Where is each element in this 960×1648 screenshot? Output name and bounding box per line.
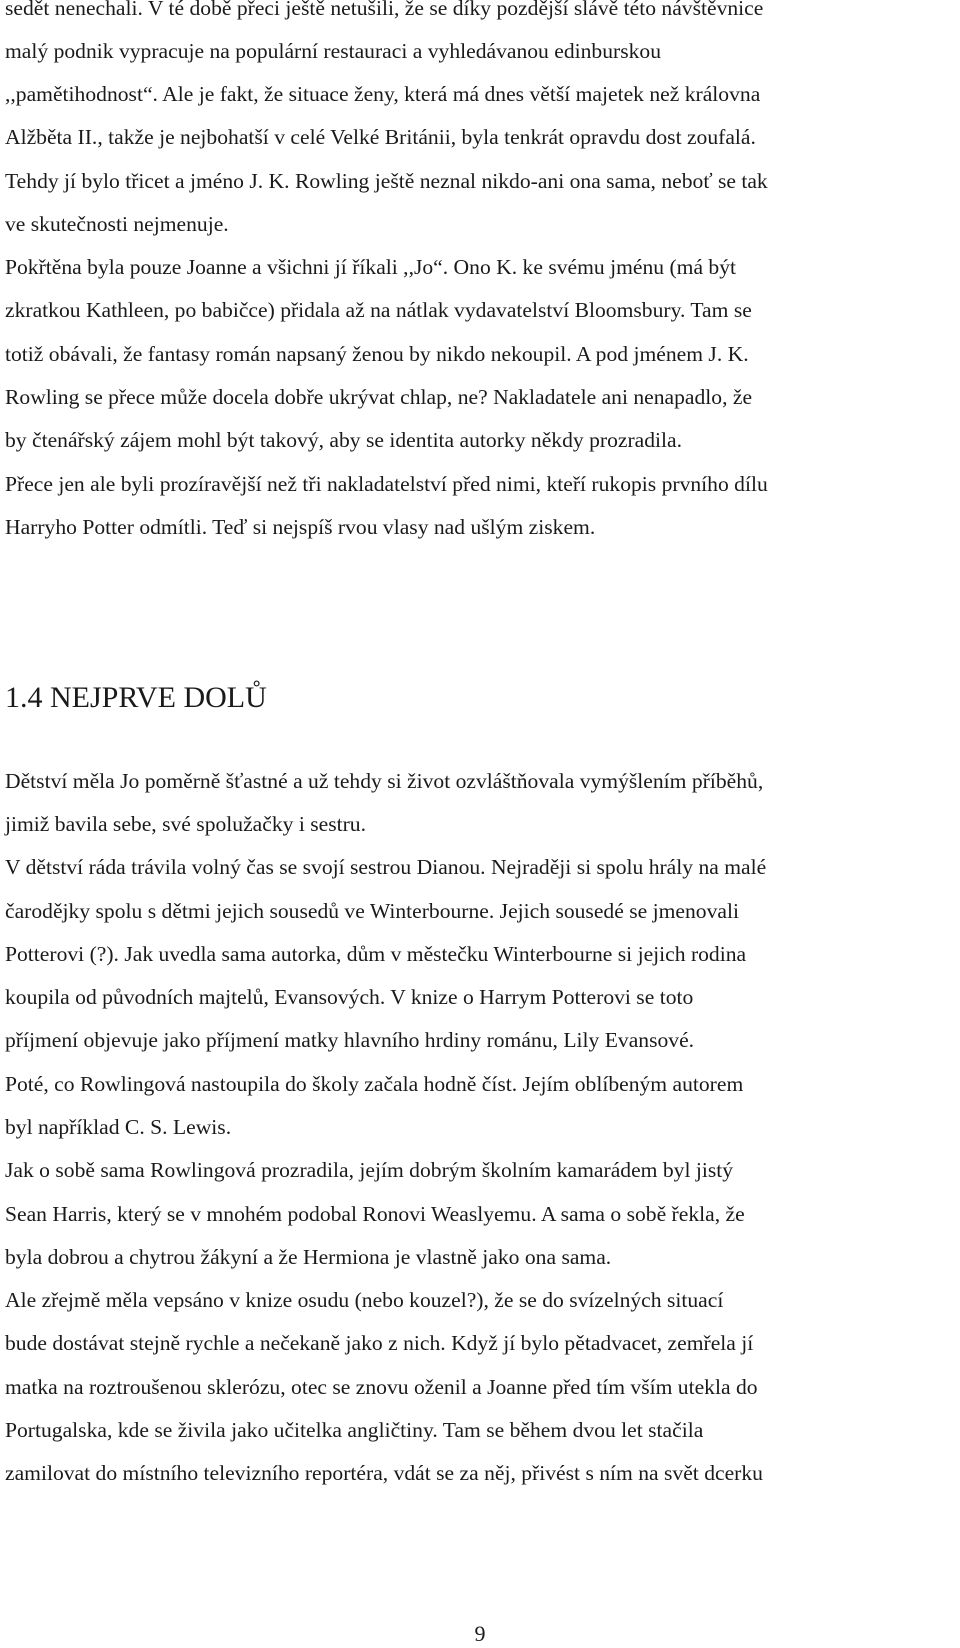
paragraph-line: koupila od původních majtelů, Evansových. V knize o Harrym Potterovi se toto <box>5 985 694 1009</box>
paragraph-line: totiž obávali, že fantasy román napsaný ženou by nikdo nekoupil. A pod jménem J. K. <box>5 342 749 366</box>
section-heading: 1.4 NEJPRVE DOLŮ <box>5 681 267 714</box>
paragraph-line: sedět nenechali. V té době přeci ještě netušili, že se díky pozdější slávě této návštěvnice <box>5 0 764 20</box>
paragraph-line: Alžběta II., takže je nejbohatší v celé Velké Británii, byla tenkrát opravdu dost zoufalá. <box>5 125 756 149</box>
paragraph-line: ve skutečnosti nejmenuje. <box>5 212 229 236</box>
paragraph-line: Harryho Potter odmítli. Teď si nejspíš rvou vlasy nad ušlým ziskem. <box>5 515 596 539</box>
paragraph-line: by čtenářský zájem mohl být takový, aby se identita autorky někdy prozradila. <box>5 428 682 452</box>
paragraph-line: příjmení objevuje jako příjmení matky hlavního hrdiny románu, Lily Evansové. <box>5 1028 695 1052</box>
paragraph-line: byl například C. S. Lewis. <box>5 1115 232 1139</box>
paragraph-line: Portugalska, kde se živila jako učitelka angličtiny. Tam se během dvou let stačila <box>5 1418 704 1442</box>
page-number: 9 <box>474 1621 486 1646</box>
paragraph-line: Pokřtěna byla pouze Joanne a všichni jí říkali ,,Jo“. Ono K. ke svému jménu (má být <box>5 255 737 279</box>
paragraph-line: Sean Harris, který se v mnohém podobal Ronovi Weaslyemu. A sama o sobě řekla, že <box>5 1202 745 1226</box>
paragraph-line: V dětství ráda trávila volný čas se svojí sestrou Dianou. Nejraději si spolu hrály na malé <box>5 855 767 879</box>
paragraph-line: Rowling se přece může docela dobře ukrývat chlap, ne? Nakladatele ani nenapadlo, že <box>5 385 753 409</box>
paragraph-line: matka na roztroušenou sklerózu, otec se znovu oženil a Joanne před tím vším utekla do <box>5 1375 758 1399</box>
paragraph-line: Poté, co Rowlingová nastoupila do školy začala hodně číst. Jejím oblíbeným autorem <box>5 1072 744 1096</box>
paragraph-line: ,,pamětihodnost“. Ale je fakt, že situace ženy, která má dnes větší majetek než královna <box>5 82 761 106</box>
paragraph-line: bude dostávat stejně rychle a nečekaně jako z nich. Když jí bylo pětadvacet, zemřela jí <box>5 1331 754 1355</box>
paragraph-line: byla dobrou a chytrou žákyní a že Hermiona je vlastně jako ona sama. <box>5 1245 612 1269</box>
paragraph-line: Jak o sobě sama Rowlingová prozradila, jejím dobrým školním kamarádem byl jistý <box>5 1158 734 1182</box>
paragraph-line: jimiž bavila sebe, své spolužačky i sestru. <box>5 812 366 836</box>
paragraph-line: Tehdy jí bylo třicet a jméno J. K. Rowling ještě neznal nikdo-ani ona sama, neboť se tak <box>5 169 768 193</box>
paragraph-line: zkratkou Kathleen, po babičce) přidala až na nátlak vydavatelství Bloomsbury. Tam se <box>5 298 752 322</box>
paragraph-line: Ale zřejmě měla vepsáno v knize osudu (nebo kouzel?), že se do svízelných situací <box>5 1288 724 1312</box>
paragraph-line: čarodějky spolu s dětmi jejich sousedů ve Winterbourne. Jejich sousedé se jmenovali <box>5 899 739 923</box>
paragraph-line: malý podnik vypracuje na populární restauraci a vyhledávanou edinburskou <box>5 39 662 63</box>
paragraph-line: Potterovi (?). Jak uvedla sama autorka, dům v městečku Winterbourne si jejich rodina <box>5 942 747 966</box>
paragraph-line: Dětství měla Jo poměrně šťastné a už tehdy si život ozvláštňovala vymýšlením příběhů, <box>5 769 764 793</box>
paragraph-line: zamilovat do místního televizního reportéra, vdát se za něj, přivést s ním na svět dcerku <box>5 1461 763 1485</box>
paragraph-line: Přece jen ale byli prozíravější než tři nakladatelství před nimi, kteří rukopis prvního dílu <box>5 472 768 496</box>
